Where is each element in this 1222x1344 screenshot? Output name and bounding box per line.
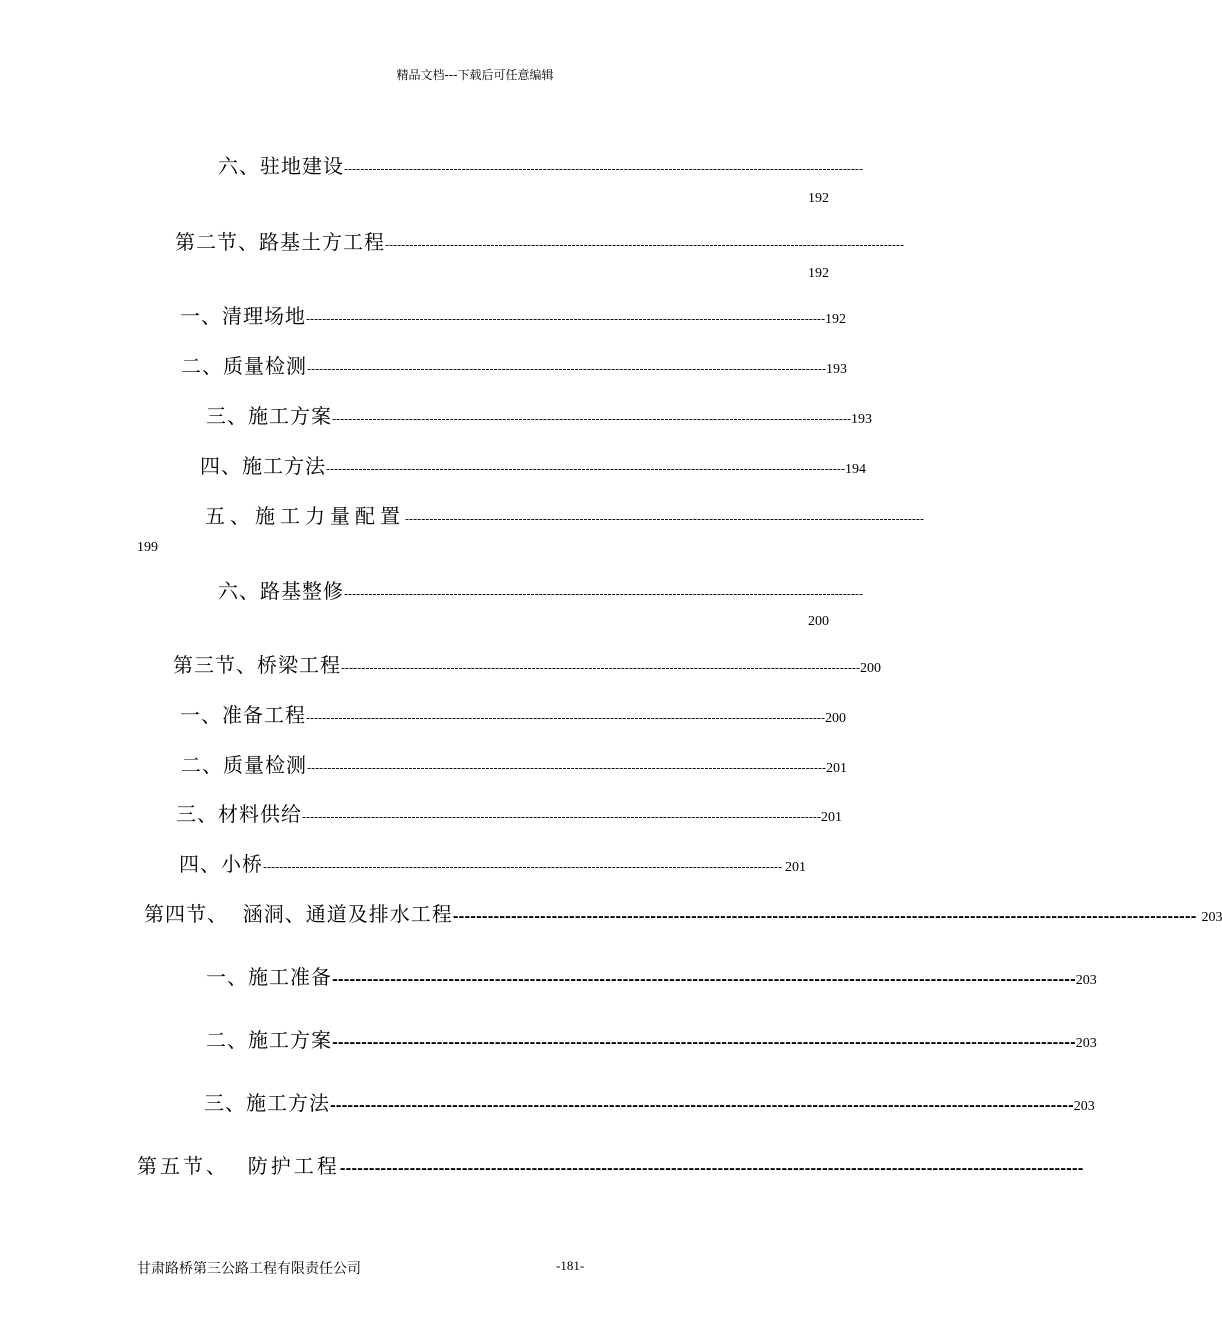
toc-leader: -------------------------------------------------------------------------------------------------------------------------------- (326, 462, 845, 476)
toc-leader: -------------------------------------------------------------------------------------------------------------------------------- (332, 972, 1076, 988)
toc-title: 三、施工方案 (206, 404, 332, 428)
toc-title: 第三节、桥梁工程 (173, 653, 341, 677)
toc-title: 第五节、 防护工程 (137, 1154, 340, 1178)
toc-title: 二、质量检测 (181, 354, 307, 378)
toc-title: 六、驻地建设 (218, 154, 344, 178)
toc-leader: -------------------------------------------------------------------------------------------------------------------------------- (344, 162, 863, 176)
toc-entry[interactable] (180, 300, 846, 329)
toc-leader: -------------------------------------------------------------------------------------------------------------------------------- (307, 362, 826, 376)
toc-leader: -------------------------------------------------------------------------------------------------------------------------------- (263, 860, 782, 874)
toc-title: 一、清理场地 (180, 304, 306, 328)
toc-page: 200 (825, 711, 846, 726)
toc-entry[interactable] (181, 749, 847, 778)
page-header: 精品文档---下载后可任意编辑 (396, 68, 554, 82)
toc-leader: -------------------------------------------------------------------------------------------------------------------------------- (306, 312, 825, 326)
toc-leader: -------------------------------------------------------------------------------------------------------------------------------- (344, 587, 863, 601)
toc-leader: -------------------------------------------------------------------------------------------------------------------------------- (339, 1161, 1084, 1177)
toc-leader: -------------------------------------------------------------------------------------------------------------------------------- (302, 810, 821, 824)
toc-entry[interactable] (176, 798, 842, 827)
toc-entry[interactable] (137, 1150, 1084, 1179)
toc-page: 192 (808, 266, 829, 281)
toc-title: 一、准备工程 (180, 703, 306, 727)
toc-entry[interactable] (179, 848, 806, 877)
toc-leader: -------------------------------------------------------------------------------------------------------------------------------- (341, 661, 860, 675)
toc-title: 六、路基整修 (218, 579, 344, 603)
toc-page: 192 (825, 312, 846, 327)
toc-entry[interactable] (181, 350, 847, 379)
toc-title: 第四节、 涵洞、通道及排水工程 (144, 902, 453, 926)
toc-page: 201 (826, 761, 847, 776)
footer-page-number: -181- (556, 1258, 585, 1273)
toc-entry[interactable] (173, 649, 881, 678)
toc-page: 193 (826, 362, 847, 377)
toc-page: 200 (860, 661, 881, 676)
toc-leader: -------------------------------------------------------------------------------------------------------------------------------- (306, 711, 825, 725)
toc-page: 200 (808, 614, 829, 629)
toc-title: 三、材料供给 (176, 802, 302, 826)
toc-entry[interactable] (205, 500, 924, 529)
toc-page: 203 (1075, 973, 1097, 988)
toc-page: 203 (1073, 1099, 1095, 1114)
toc-entry[interactable] (218, 575, 863, 604)
toc-page: 203 (1201, 910, 1222, 925)
toc-title: 第二节、路基土方工程 (175, 230, 385, 254)
toc-leader: -------------------------------------------------------------------------------------------------------------------------------- (307, 761, 826, 775)
toc-page: 194 (845, 462, 866, 477)
toc-leader: -------------------------------------------------------------------------------------------------------------------------------- (405, 512, 924, 526)
toc-title: 二、质量检测 (181, 753, 307, 777)
toc-entry[interactable] (175, 226, 904, 255)
toc-title: 三、施工方法 (204, 1091, 330, 1115)
toc-page: 193 (851, 412, 872, 427)
toc-leader: -------------------------------------------------------------------------------------------------------------------------------- (332, 412, 851, 426)
toc-entry[interactable] (180, 699, 846, 728)
toc-leader: -------------------------------------------------------------------------------------------------------------------------------- (385, 238, 904, 252)
toc-leader: -------------------------------------------------------------------------------------------------------------------------------- (452, 909, 1197, 925)
toc-entry[interactable] (206, 1024, 1097, 1053)
toc-entry[interactable] (200, 450, 866, 479)
toc-title: 四、小桥 (179, 852, 263, 876)
toc-title: 五、施工力量配置 (205, 504, 405, 528)
toc-page: 201 (785, 860, 806, 875)
toc-entry[interactable] (206, 400, 872, 429)
toc-page: 203 (1075, 1036, 1097, 1051)
toc-entry[interactable] (144, 898, 1222, 927)
toc-page: 199 (137, 540, 158, 555)
toc-title: 四、施工方法 (200, 454, 326, 478)
toc-leader: -------------------------------------------------------------------------------------------------------------------------------- (332, 1035, 1076, 1051)
toc-title: 二、施工方案 (206, 1028, 332, 1052)
toc-page: 192 (808, 191, 829, 206)
toc-entry[interactable] (204, 1087, 1095, 1116)
toc-leader: -------------------------------------------------------------------------------------------------------------------------------- (330, 1098, 1074, 1114)
toc-entry[interactable] (206, 961, 1097, 990)
toc-entry[interactable] (218, 150, 863, 179)
toc-title: 一、施工准备 (206, 965, 332, 989)
toc-page: 201 (821, 810, 842, 825)
footer-company: 甘肃路桥第三公路工程有限责任公司 (137, 1261, 361, 1277)
